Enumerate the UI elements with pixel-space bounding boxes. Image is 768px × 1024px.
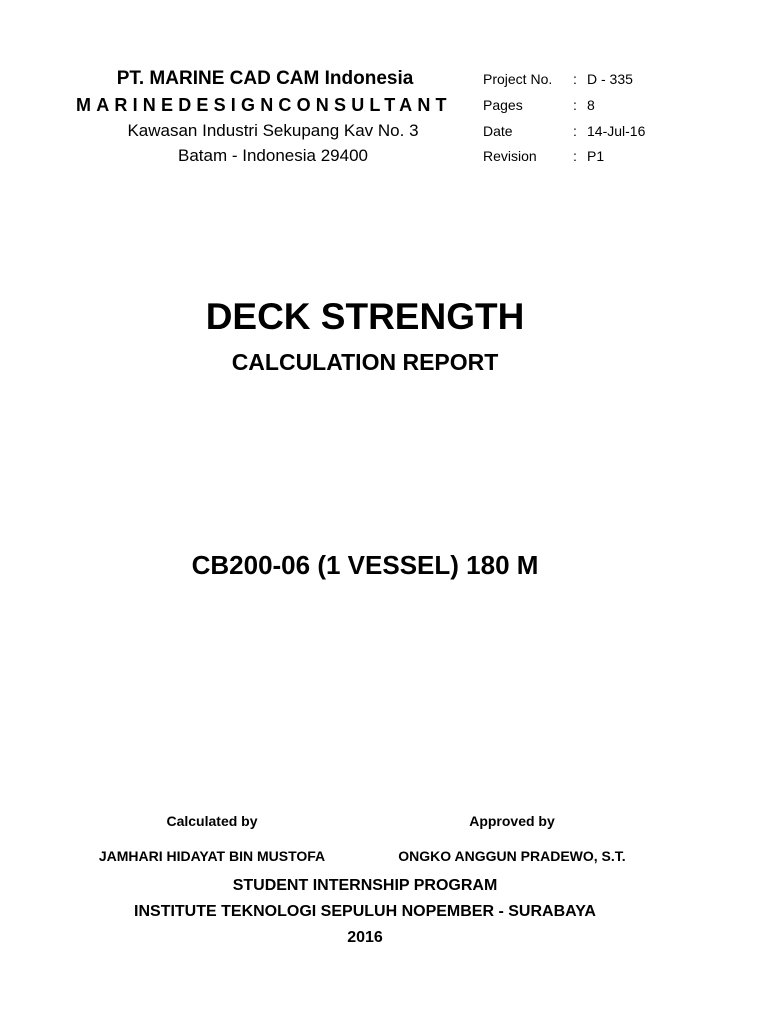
company-address-line2: Batam - Indonesia 29400 <box>178 146 368 165</box>
project-no-value: D - 335 <box>587 71 633 87</box>
project-no-label: Project No. <box>483 71 553 87</box>
pages-colon: : <box>573 97 577 113</box>
calculated-by-label: Calculated by <box>166 813 258 829</box>
company-tagline: MARINEDESIGNCONSULTANT <box>76 95 452 115</box>
report-title: DECK STRENGTH <box>205 296 525 337</box>
calculated-by-name: JAMHARI HIDAYAT BIN MUSTOFA <box>98 848 326 864</box>
date-label: Date <box>483 123 513 139</box>
revision-value: P1 <box>587 148 605 164</box>
company-address-line1: Kawasan Industri Sekupang Kav No. 3 <box>127 121 419 140</box>
pages-value: 8 <box>587 97 595 113</box>
report-subtitle: CALCULATION REPORT <box>231 349 499 375</box>
footer-year: 2016 <box>347 929 383 946</box>
revision-label: Revision <box>483 148 537 164</box>
pages-label: Pages <box>483 97 523 113</box>
date-value: 14-Jul-16 <box>587 123 646 139</box>
company-name: PT. MARINE CAD CAM Indonesia <box>116 68 414 89</box>
footer-institute: INSTITUTE TEKNOLOGI SEPULUH NOPEMBER - SURABAYA <box>134 903 596 920</box>
project-no-colon: : <box>573 71 577 87</box>
vessel-designation: CB200-06 (1 VESSEL) 180 M <box>191 550 539 580</box>
revision-colon: : <box>573 148 577 164</box>
date-colon: : <box>573 123 577 139</box>
approved-by-label: Approved by <box>469 813 555 829</box>
footer-program: STUDENT INTERNSHIP PROGRAM <box>232 877 498 894</box>
approved-by-name: ONGKO ANGGUN PRADEWO, S.T. <box>398 848 626 864</box>
